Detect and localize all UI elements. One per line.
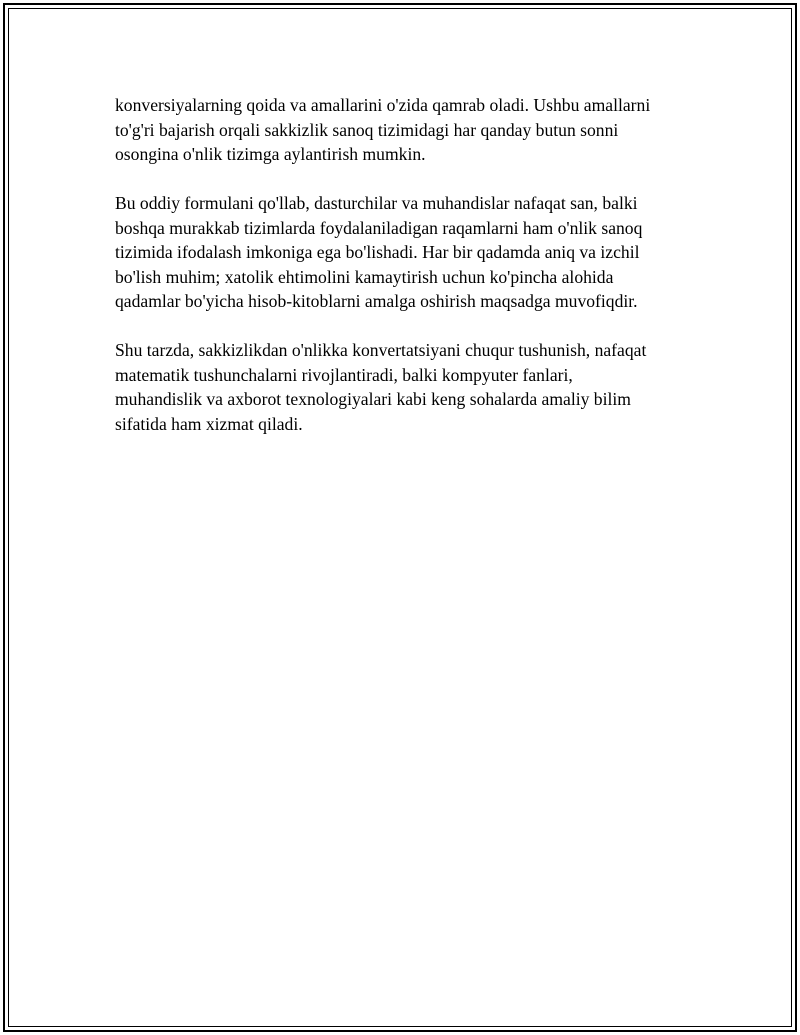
text-line: to'g'ri bajarish orqali sakkizlik sanoq tizimidagi har qanday butun sonni — [115, 119, 619, 140]
document-page — [3, 3, 797, 1032]
text-line: Bu oddiy formulani qo'llab, dasturchilar va muhandislar nafaqat san, balki — [115, 193, 638, 213]
text-line: tizimida ifodalash imkoniga ega bo'lishadi. Har bir qadamda aniq va izchil — [115, 242, 640, 262]
text-line: matematik tushunchalarni rivojlantiradi, balki kompyuter fanlari, — [115, 364, 573, 385]
text-line: konversiyalarning qoida va amallarini o'zida qamrab oladi. Ushbu amallarni — [115, 95, 651, 115]
text-line: osongina o'nlik tizimga aylantirish mumkin. — [115, 144, 426, 164]
text-line: sifatida ham xizmat qiladi. — [115, 413, 303, 434]
paragraph-1 — [115, 93, 705, 167]
text-line: boshqa murakkab tizimlarda foydalaniladigan raqamlarni ham o'nlik sanoq — [115, 217, 643, 238]
paragraph-2 — [115, 191, 705, 314]
text-line: qadamlar bo'yicha hisob-kitoblarni amalga oshirish maqsadga muvofiqdir. — [115, 291, 638, 311]
document-body — [115, 93, 705, 461]
text-line: muhandislik va axborot texnologiyalari kabi keng sohalarda amaliy bilim — [115, 389, 631, 409]
paragraph-3 — [115, 338, 705, 436]
text-line: Shu tarzda, sakkizlikdan o'nlikka konvertatsiyani chuqur tushunish, nafaqat — [115, 340, 647, 360]
text-line: bo'lish muhim; xatolik ehtimolini kamaytirish uchun ko'pincha alohida — [115, 266, 614, 287]
